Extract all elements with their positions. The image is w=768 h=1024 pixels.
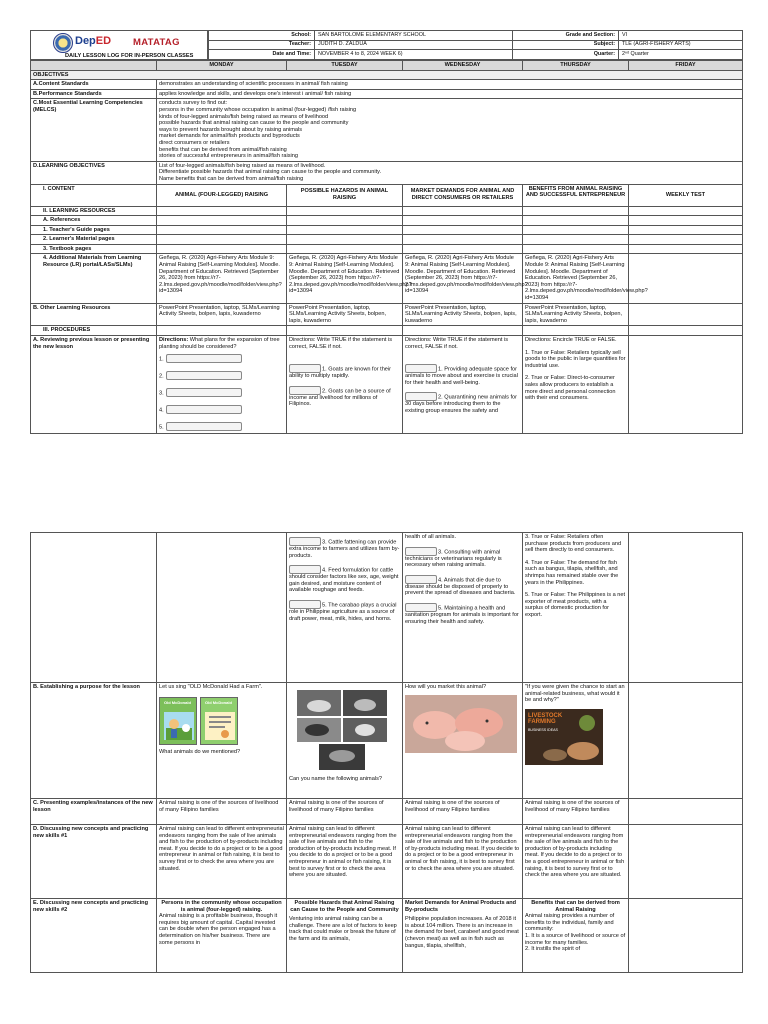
concepts-two-tuesday: Possible Hazards that Animal Raising can Cause to the People and Community Venturing into animal raising can be a challenge. There are a lot of factors to keep track that could make or break the future of the farm and its animals,	[287, 899, 403, 973]
concepts-one-tuesday: Animal raising can lead to different entrepreneurial endeavors ranging from the sale of live animals and fish to the production of by-products including meat. If you decide to do a project or to be a good entrepreneur in animal or fish raising, it is best to survey first or to check the area where you are situated.	[287, 825, 403, 899]
old-mcdonald-book-image: Old McDonald	[159, 697, 197, 745]
deped-seal-icon	[53, 33, 73, 53]
answer-box[interactable]	[405, 575, 437, 584]
deped-logo: DepED	[75, 35, 112, 47]
content-standards: demonstrates an understanding of scientific processes in animal/ fish raising	[157, 80, 743, 90]
day-monday: MONDAY	[157, 61, 287, 71]
page-two	[30, 532, 742, 973]
old-mcdonald-book-image: Old McDonald	[200, 697, 238, 745]
concepts-one-wednesday: Animal raising can lead to different entrepreneurial endeavors ranging from the sale of live animals and fish to the production of by-products including meat. If you decide to do a project or to be a good entrepreneur in animal or fish raising, it is best to survey first or to check the area where you are situated.	[403, 825, 523, 899]
answer-box[interactable]	[405, 603, 437, 612]
content-monday: ANIMAL (FOUR-LEGGED) RAISING	[157, 184, 287, 206]
answer-box[interactable]	[166, 371, 242, 380]
content-tuesday: POSSIBLE HAZARDS IN ANIMAL RAISING	[287, 184, 403, 206]
concepts-two-label: E. Discussing new concepts and practicing new skills #2	[31, 899, 157, 973]
review-wednesday: Directions: Write TRUE if the statement is correct, FALSE if not. 1. Providing adequate space for animals to move about and exercise is crucial for their health and well-being. 2. Quarantining new animals for 30 days before introducing them to the existing group ensures the safety and	[403, 336, 523, 434]
day-thursday: THURSDAY	[523, 61, 629, 71]
blank-corner	[31, 61, 157, 71]
teacher-label: Teacher:	[209, 40, 315, 50]
additional-materials-monday: Geñega, R. (2020) Agri-Fishery Arts Module 9: Animal Raising [Self-Learning Modules]. Moodle. Department of Education. Retrieved (September 26, 2023) from https://r7-2.lms.deped.gov.ph/moodle/mod/folder/view.php?id=13094	[157, 254, 287, 303]
review-tuesday: Directions: Write TRUE if the statement is correct, FALSE if not. 1. Goats are known for their ability to multiply rapidly. 2. Goats can be a source of income and livelihood for millions of Filipinos.	[287, 336, 403, 434]
lesson-log-table-continued	[30, 532, 743, 973]
examples-label: C. Presenting examples/instances of the new lesson	[31, 799, 157, 825]
learning-objectives: List of four-legged animals/fish being raised as means of livelihood. Differentiate possible hazards that animal raising can cause to the people and community. Name benefits that can be derived from animal/fish raising	[157, 161, 743, 184]
review-monday: Directions: What plans for the expansion of tree planting should be considered? 1. 2. 3. 4. 5.	[157, 336, 287, 434]
grade-label: Grade and Section:	[513, 31, 619, 41]
concepts-one-thursday: Animal raising can lead to different entrepreneurial endeavors ranging from the sale of live animals and fish to the production of by-products including meat. If you decide to do a project or to be a good entrepreneur in animal or fish raising, it is best to survey first or to check the area where you are situated.	[523, 825, 629, 899]
melcs: conducts survey to find out: persons in the community whose occupation is animal (four-legged) /fish raising kinds of four-legged animals/fish being raised as means of livelihood possible hazards that animal raising can cause to the people and community ways to prevent hazards brought about by raising animals market demands for animal/fish products and byproducts direct consumers or retailers benefits that can be derived from animal/fish raising stories of successful entrepreneurs in animal/fish raising	[157, 99, 743, 161]
school-value: SAN BARTOLOME ELEMENTARY SCHOOL	[315, 31, 513, 41]
objectives-heading: OBJECTIVES	[31, 70, 743, 80]
logo-box	[30, 30, 208, 60]
purpose-wednesday: How will you market this animal?	[403, 683, 523, 799]
other-resources-thursday: PowerPoint Presentation, laptop, SLMs/Learning Activity Sheets, bolpen, lapis, kuwaderno	[523, 303, 629, 326]
grade-value: VI	[619, 31, 743, 41]
purpose-monday: Let us sing "OLD McDonald Had a Farm". Old McDonald Old McDonald What animals do we mentioned?	[157, 683, 287, 799]
review-tuesday-continued: 3. Cattle fattening can provide extra income to farmers and utilizes farm by-products. 4. Feed formulation for cattle should consider factors like sex, age, weight gain desired, and moisture content of available roughage and feeds. 5. The carabao plays a crucial role in Philippine agriculture as a source of draft power, meat, milk, hides, and horns.	[287, 533, 403, 683]
purpose-thursday: "If you were given the chance to start an animal-related business, what would it be and why?" LIVESTOCK FARMING BUSINESS IDEAS	[523, 683, 629, 799]
concepts-two-thursday: Benefits that can be derived from Animal Raising Animal raising provides a number of benefits to the individual, family and community: 1. It is a source of livelihood or source of income for many families. 2. It instills the spirit of	[523, 899, 629, 973]
review-label: A. Reviewing previous lesson or presenting the new lesson	[31, 336, 157, 434]
lesson-log-table	[30, 60, 743, 434]
answer-box[interactable]	[289, 386, 321, 395]
performance-standards: applies knowledge and skills, and develops one's interest i animal/ fish raising	[157, 89, 743, 99]
concepts-one-monday: Animal raising can lead to different entrepreneurial endeavors ranging from the sale of live animals and fish to the production of by-products including meat. If you decide to do a project or to be a good entrepreneur in animal or fish raising, it is best to survey first or to check the area where you are situated.	[157, 825, 287, 899]
content-label: I. CONTENT	[31, 184, 157, 206]
school-label: School:	[209, 31, 315, 41]
content-wednesday: MARKET DEMANDS FOR ANIMAL AND DIRECT CONSUMERS OR RETAILERS	[403, 184, 523, 206]
answer-box[interactable]	[289, 537, 321, 546]
other-resources-label: B. Other Learning Resources	[31, 303, 157, 326]
additional-materials-wednesday: Geñega, R. (2020) Agri-Fishery Arts Module 9: Animal Raising [Self-Learning Modules]. Moodle. Department of Education. Retrieved (September 26, 2023) from https://r7-2.lms.deped.gov.ph/moodle/mod/folder/view.php?id=13094	[403, 254, 523, 303]
log-title: DAILY LESSON LOG FOR IN-PERSON CLASSES	[65, 53, 194, 59]
performance-standards-label: B.Performance Standards	[31, 89, 157, 99]
content-thursday: BENEFITS FROM ANIMAL RAISING AND SUCCESSFUL ENTREPRENEUR	[523, 184, 629, 206]
day-tuesday: TUESDAY	[287, 61, 403, 71]
subject-label: Subject:	[513, 40, 619, 50]
subject-value: TLE (AGRI-FISHERY ARTS)	[619, 40, 743, 50]
pigs-image	[405, 695, 517, 753]
content-standards-label: A.Content Standards	[31, 80, 157, 90]
learning-objectives-label: D.LEARNING OBJECTIVES	[31, 161, 157, 184]
animal-photo-grid	[297, 690, 387, 773]
concepts-two-monday: Persons in the community whose occupation is animal (four-legged) raising. Animal raising is a profitable business, though it requires big amount of capital. Capital invested can be double when the person engaged has a determination on his/her business. There are some persons in	[157, 899, 287, 973]
teacher-value: JUDITH D. ZALDUA	[315, 40, 513, 50]
answer-box[interactable]	[166, 354, 242, 363]
other-resources-monday: PowerPoint Presentation, laptop, SLMs/Learning Activity Sheets, bolpen, lapis, kuwaderno	[157, 303, 287, 326]
other-resources-tuesday: PowerPoint Presentation, laptop, SLMs/Learning Activity Sheets, bolpen, lapis, kuwaderno	[287, 303, 403, 326]
teachers-guide-label: 1. Teacher's Guide pages	[31, 225, 157, 235]
header-table	[208, 30, 743, 60]
answer-box[interactable]	[166, 388, 242, 397]
answer-box[interactable]	[289, 600, 321, 609]
answer-box[interactable]	[166, 405, 242, 414]
header-block	[30, 30, 742, 60]
review-thursday: Directions: Encircle TRUE or FALSE. 1. True or False: Retailers typically sell goods to the public in large quantities for industrial use. 2. True or False: Direct-to-consumer sales allow producers to establish a more direct and personal connection with their end consumers.	[523, 336, 629, 434]
additional-materials-tuesday: Geñega, R. (2020) Agri-Fishery Arts Module 9: Animal Raising [Self-Learning Modules]. Moodle. Department of Education. Retrieved (September 26, 2023) from https://r7-2.lms.deped.gov.ph/moodle/mod/folder/view.php?id=13094	[287, 254, 403, 303]
purpose-label: B. Establishing a purpose for the lesson	[31, 683, 157, 799]
examples-wednesday: Animal raising is one of the sources of livelihood of many Filipino families	[403, 799, 523, 825]
content-friday: WEEKLY TEST	[629, 184, 743, 206]
answer-box[interactable]	[289, 364, 321, 373]
review-thursday-continued: 3. True or False: Retailers often purchase products from producers and sell them directly to end consumers. 4. True or False: The demand for fish such as bangus, tilapia, shellfish, and shrimps has remained stable over the years in the Philippines. 5. True or False: The Philippines is a net exporter of meat products, with a surplus of domestic production for export.	[523, 533, 629, 683]
concepts-one-label: D. Discussing new concepts and practicing new skills #1	[31, 825, 157, 899]
livestock-farming-poster: LIVESTOCK FARMING BUSINESS IDEAS	[525, 709, 603, 765]
melcs-label: C.Most Essential Learning Competencies (MELCS)	[31, 99, 157, 161]
examples-monday: Animal raising is one of the sources of livelihood of many Filipino families	[157, 799, 287, 825]
examples-tuesday: Animal raising is one of the sources of livelihood of many Filipino families	[287, 799, 403, 825]
textbook-label: 3. Textbook pages	[31, 244, 157, 254]
quarter-value: 2ⁿᵈ Quarter	[619, 50, 743, 60]
answer-box[interactable]	[289, 565, 321, 574]
day-wednesday: WEDNESDAY	[403, 61, 523, 71]
answer-box[interactable]	[405, 364, 437, 373]
other-resources-wednesday: PowerPoint Presentation, laptop, SLMs/Learning Activity Sheets, bolpen, lapis, kuwaderno	[403, 303, 523, 326]
purpose-tuesday: Can you name the following animals?	[287, 683, 403, 799]
page-one	[30, 30, 742, 434]
examples-thursday: Animal raising is one of the sources of livelihood of many Filipino families	[523, 799, 629, 825]
quarter-label: Quarter:	[513, 50, 619, 60]
answer-box[interactable]	[405, 392, 437, 401]
learners-material-label: 2. Learner's Material pages	[31, 235, 157, 245]
answer-box[interactable]	[405, 547, 437, 556]
resources-heading: II. LEARNING RESOURCES	[31, 206, 157, 216]
procedures-heading: III. PROCEDURES	[31, 326, 157, 336]
date-label: Date and Time:	[209, 50, 315, 60]
review-wednesday-continued: health of all animals. 3. Consulting with animal technicians or veterinarians regularly is necessary when raising animals. 4. Animals that die due to disease should be disposed of properly to prevent the spread of diseases and bacteria. 5. Maintaining a health and sanitation program for animals is important for ensuring their health and safety.	[403, 533, 523, 683]
date-value: NOVEMBER 4 to 8, 2024 WEEK 6)	[315, 50, 513, 60]
farm-animals-image	[297, 690, 387, 770]
day-friday: FRIDAY	[629, 61, 743, 71]
additional-materials-label: 4. Additional Materials from Learning Resource (LR) portal/LASs/SLMs)	[31, 254, 157, 303]
references-label: A. References	[31, 216, 157, 226]
matatag-logo: MATATAG	[133, 37, 180, 48]
concepts-two-wednesday: Market Demands for Animal Products and By-products Philippine population increases. As of 2018 it is about 104 million. There is an increase in the demand for beef, carabeef and good meat (chevon meat) as well as in fish such as bangus, tilapia, shellfish,	[403, 899, 523, 973]
additional-materials-thursday: Geñega, R. (2020) Agri-Fishery Arts Module 9: Animal Raising [Self-Learning Modules]. Moodle. Department of Education. Retrieved (September 26, 2023) from https://r7-2.lms.deped.gov.ph/moodle/mod/folder/view.php?id=13094	[523, 254, 629, 303]
answer-box[interactable]	[166, 422, 242, 431]
